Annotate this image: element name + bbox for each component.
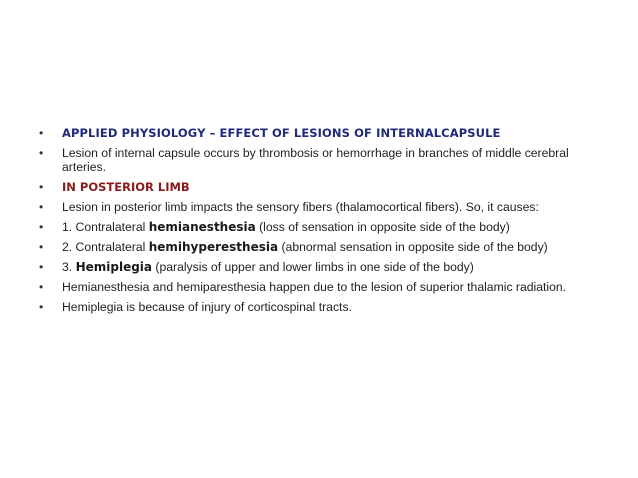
list-item (38, 300, 598, 314)
body-text: Hemiplegia is because of injury of corticospinal tracts. (62, 300, 352, 314)
bullet-dot-icon: • (39, 146, 44, 160)
bullet-dot-icon: • (39, 280, 44, 294)
body-text: Lesion in posterior limb impacts the sensory fibers (thalamocortical fibers). So, it causes: (62, 200, 539, 214)
bullet-dot-icon: • (39, 126, 44, 140)
bullet-dot-icon: • (39, 220, 44, 234)
bullet-dot-icon: • (39, 240, 44, 254)
bullet-dot-icon: • (39, 200, 44, 214)
item-suffix: (loss of sensation in opposite side of the body) (255, 220, 510, 234)
list-item (38, 180, 598, 194)
body-text: Lesion of internal capsule occurs by thrombosis or hemorrhage in branches of middle cerebral arteries. (62, 146, 569, 174)
bullet-dot-icon: • (39, 260, 44, 274)
bullet-list (38, 126, 598, 320)
section-heading: APPLIED PHYSIOLOGY – EFFECT OF LESIONS OF INTERNALCAPSULE (62, 126, 501, 140)
list-item (38, 280, 598, 294)
list-item (38, 220, 598, 234)
bold-term: Hemiplegia (75, 260, 153, 274)
item-suffix: (abnormal sensation in opposite side of the body) (278, 240, 548, 254)
list-item (38, 240, 598, 254)
item-prefix: 1. Contralateral (62, 220, 149, 234)
list-item (38, 126, 598, 140)
item-prefix: 2. Contralateral (62, 240, 149, 254)
item-prefix: 3. (62, 260, 76, 274)
body-text: Hemianesthesia and hemiparesthesia happen due to the lesion of superior thalamic radiation. (62, 280, 567, 294)
list-item (38, 260, 598, 274)
list-item (38, 146, 598, 174)
bold-term: hemianesthesia (148, 220, 256, 234)
bold-term: hemihyperesthesia (148, 240, 279, 254)
subsection-heading: IN POSTERIOR LIMB (62, 180, 190, 194)
item-suffix: (paralysis of upper and lower limbs in one side of the body) (152, 260, 474, 274)
bullet-dot-icon: • (39, 180, 44, 194)
bullet-dot-icon: • (39, 300, 44, 314)
list-item (38, 200, 598, 214)
